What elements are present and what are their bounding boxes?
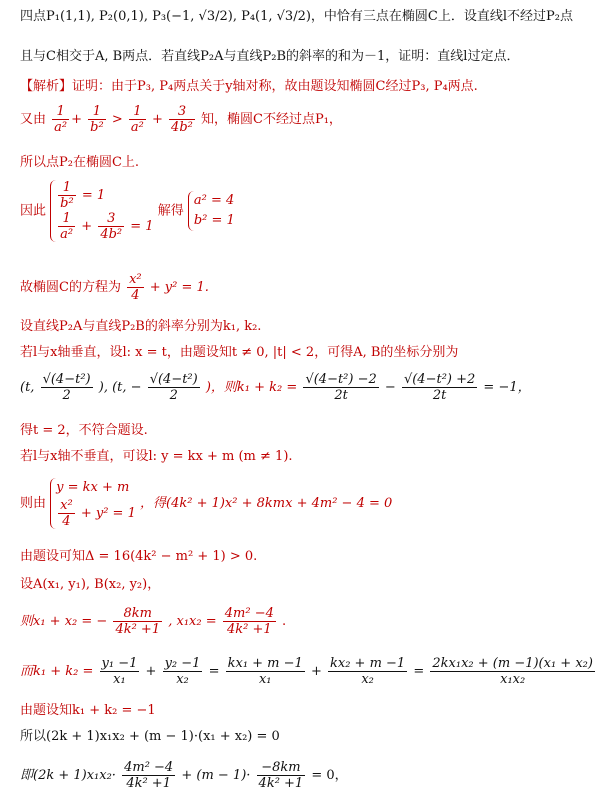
fraction: $\frac{8km}{\text{4k² +1}}$ xyxy=(115,606,161,637)
fraction: $\frac{\text{kx₂ + m −1}}{\text{x₂}}$ xyxy=(330,656,406,687)
fraction: $\frac{\text{2kx₁x₂ + (m −1)(x₁ + x₂)}}{\text{x₁x₂}}$ xyxy=(432,656,593,687)
fraction: $\frac{3}{\text{4b²}}$ xyxy=(171,104,193,135)
fraction: $\frac{\text{√(4−t²) −2}}{2t}$ xyxy=(305,372,377,403)
slope-sum-line: 而k₁ + k₂ = $\frac{\text{y₁ −1}}{\text{x₁}}$ + $\frac{\text{y₂ −1}}{\text{x₂}}$ = $\frac{\text{kx₁ + m −1}}{\text{x₁}}$ + $\frac{\text{kx₂ + m −1}}{\text{x₂}}$ = $\frac{\text{2kx₁x₂ + (m −1)(x₁ + x₂)}}{\text{x₁x₂}}$ xyxy=(20,656,593,687)
analysis-text: 证明：由于P₃, P₄两点关于y轴对称，故由题设知椭圆C经过P₃, P₄两点. xyxy=(72,79,478,94)
fraction: $\frac{\text{√(4−t²)}}{2}$ xyxy=(42,372,91,403)
fraction: $\frac{\text{√(4−t²) +2}}{2t}$ xyxy=(403,372,476,403)
fraction: $\frac{1}{\text{a²}}$ xyxy=(54,104,68,135)
text: 因此 xyxy=(20,203,47,219)
fraction: $\frac{\text{4m² −4}}{\text{4k² +1}}$ xyxy=(224,606,274,637)
points-def-line: 设A(x₁, y₁), B(x₂, y₂)， xyxy=(20,577,161,592)
slope-def-line: 设直线P₂A与直线P₂B的斜率分别为k₁, k₂. xyxy=(20,319,262,334)
gt-sign: > xyxy=(111,112,123,127)
analysis-tag: 【解析】 xyxy=(20,79,73,94)
system-line xyxy=(20,180,235,242)
product-eq-line: 所以(2k + 1)x₁x₂ + (m − 1)·(x₁ + x₂) = 0 xyxy=(20,729,280,744)
fraction: $\frac{\text{y₁ −1}}{\text{x₁}}$ xyxy=(101,656,138,687)
text: 故椭圆C的方程为 xyxy=(20,280,121,295)
solution-system: a² = 4 b² = 1 xyxy=(188,191,235,231)
text: 知，椭圆C不经过点P₁， xyxy=(201,112,342,127)
fraction: $\frac{1}{\text{a²}}$ xyxy=(130,104,144,135)
fraction: $\frac{\text{4m² −4}}{\text{4k² +1}}$ xyxy=(124,760,174,791)
t-result-line: 得t = 2，不符合题设. xyxy=(20,423,148,438)
fraction: $\frac{\text{√(4−t²)}}{2}$ xyxy=(149,372,198,403)
fraction: $\frac{\text{x²}}{4}$ xyxy=(129,272,142,303)
problem-line-2: 且与C相交于A, B两点．若直线P₂A与直线P₂B的斜率的和为－1，证明：直线l过定点． xyxy=(20,49,520,64)
fraction: $\frac{\text{y₂ −1}}{\text{x₂}}$ xyxy=(164,656,201,687)
analysis-line xyxy=(20,78,478,96)
inequality-line: 又由 $\frac{1}{\text{a²}}$ + $\frac{1}{\text{b²}}$ > $\frac{1}{\text{a²}}$ + $\frac{3}{\text{4b²}}$ 知，椭圆C不经过点P₁， xyxy=(20,104,342,135)
p2-on-ellipse-line: 所以点P₂在椭圆C上. xyxy=(20,155,140,170)
vertical-case-line: 若l与x轴垂直，设l: x = t，由题设知t ≠ 0, |t| < 2，可得A, B的坐标分别为 xyxy=(20,345,459,360)
discriminant-line: 由题设可知Δ = 16(4k² − m² + 1) > 0. xyxy=(20,549,258,564)
fraction: $\frac{-8km}{\text{4k² +1}}$ xyxy=(258,760,304,791)
fraction: $\frac{\text{kx₁ + m −1}}{\text{x₁}}$ xyxy=(227,656,303,687)
text: 又由 xyxy=(20,112,47,127)
fraction: $\frac{1}{\text{b²}}$ xyxy=(60,180,74,211)
fraction: $\frac{1}{\text{a²}}$ xyxy=(60,211,74,242)
nonvertical-case-line: 若l与x轴不垂直，可设l: y = kx + m (m ≠ 1). xyxy=(20,449,293,464)
plus-sign: + xyxy=(152,112,163,127)
fraction: $\frac{\text{x²}}{4}$ xyxy=(60,498,73,529)
ellipse-equation-line xyxy=(20,272,209,303)
coords-line: (t, $\frac{\text{√(4−t²)}}{2}$ ), (t, − $\frac{\text{√(4−t²)}}{2}$ )，则k₁ + k₂ = $\frac{\text{√(4−t²) −2}}{2t}$ − $\frac{\text{√(4−t²) +2}}{2t}$ = −1， xyxy=(20,372,531,403)
final-line: 即(2k + 1)x₁x₂· $\frac{\text{4m² −4}}{\text{4k² +1}}$ + (m − 1)· $\frac{-8km}{\text{4k² +1}}$ = 0， xyxy=(20,760,348,791)
text: 解得 xyxy=(157,203,184,219)
text: + y² = 1. xyxy=(149,280,209,295)
fraction: $\frac{1}{\text{b²}}$ xyxy=(90,104,104,135)
fraction: $\frac{3}{\text{4b²}}$ xyxy=(100,211,123,242)
substitution-line: 则由 y = kx + m $\frac{\text{x²}}{4}$ + y² = 1 ，得(4k² + 1)x² + 8kmx + 4m² − 4 = 0 xyxy=(20,480,393,529)
problem-line-1: 四点P₁(1,1), P₂(0,1), P₃(−1, √3/2), P₄(1, √3/2)，中恰有三点在椭圆C上．设直线l不经过P₂点 xyxy=(20,9,573,24)
line-ellipse-system: y = kx + m $\frac{\text{x²}}{4}$ + y² = 1 xyxy=(50,478,136,529)
vieta-line: 则x₁ + x₂ = − $\frac{8km}{\text{4k² +1}}$ , x₁x₂ = $\frac{\text{4m² −4}}{\text{4k² +1}}$ . xyxy=(20,606,287,637)
given-condition-line: 由题设知k₁ + k₂ = −1 xyxy=(20,703,156,718)
equation-system: $\frac{1}{\text{b²}}$ = 1 $\frac{1}{\text{a²}}$ + $\frac{3}{\text{4b²}}$ = 1 xyxy=(50,180,153,242)
